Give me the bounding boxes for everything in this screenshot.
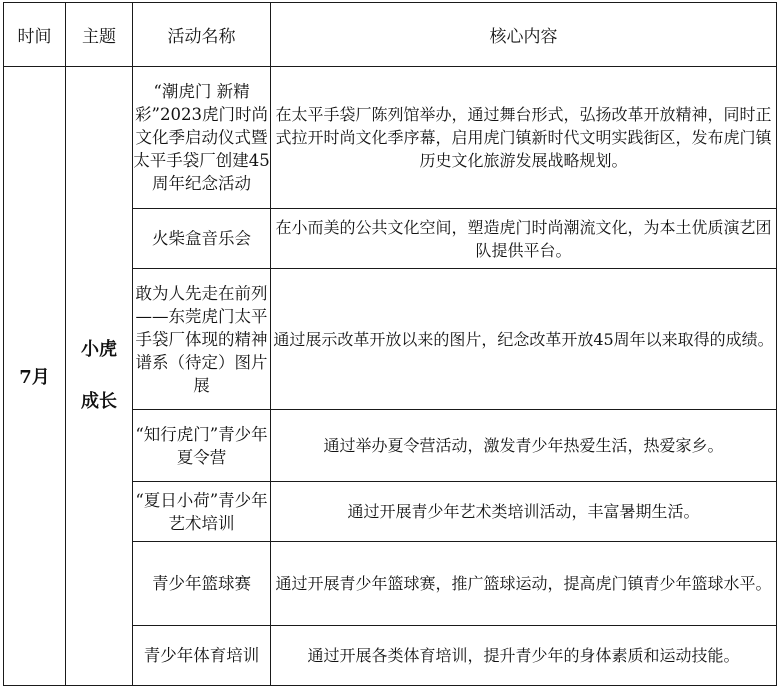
header-core-content: 核心内容	[271, 3, 777, 67]
header-activity-name: 活动名称	[133, 3, 271, 67]
core-content-cell: 通过举办夏令营活动，激发青少年热爱生活，热爱家乡。	[271, 410, 777, 482]
activity-name-cell: “知行虎门”青少年夏令营	[133, 410, 271, 482]
core-content-cell: 在太平手袋厂陈列馆举办，通过舞台形式，弘扬改革开放精神，同时正式拉开时尚文化季序幕，启用虎门镇新时代文明实践街区，发布虎门镇历史文化旅游发展战略规划。	[271, 67, 777, 209]
table-header-row	[4, 3, 777, 67]
header-time: 时间	[4, 3, 66, 67]
core-content-cell: 通过开展青少年篮球赛，推广篮球运动，提高虎门镇青少年篮球水平。	[271, 542, 777, 626]
activity-name-cell: “夏日小荷”青少年艺术培训	[133, 482, 271, 542]
table-row	[4, 67, 777, 209]
activity-name-cell: 敢为人先走在前列——东莞虎门太平手袋厂体现的精神谱系（待定）图片展	[133, 269, 271, 410]
header-theme: 主题	[66, 3, 133, 67]
theme-cell	[66, 67, 133, 686]
month-cell: 7月	[4, 67, 66, 686]
core-content-cell: 在小而美的公共文化空间，塑造虎门时尚潮流文化，为本土优质演艺团队提供平台。	[271, 209, 777, 269]
core-content-cell: 通过开展各类体育培训，提升青少年的身体素质和运动技能。	[271, 626, 777, 686]
core-content-cell: 通过展示改革开放以来的图片，纪念改革开放45周年以来取得的成绩。	[271, 269, 777, 410]
activity-name-cell: 青少年篮球赛	[133, 542, 271, 626]
theme-line: 成长	[81, 391, 117, 412]
activity-name-cell: 火柴盒音乐会	[133, 209, 271, 269]
activity-name-cell: 青少年体育培训	[133, 626, 271, 686]
activity-name-cell: “潮虎门 新精彩”2023虎门时尚文化季启动仪式暨太平手袋厂创建45周年纪念活动	[133, 67, 271, 209]
theme-line: 小虎	[81, 339, 117, 360]
core-content-cell: 通过开展青少年艺术类培训活动，丰富暑期生活。	[271, 482, 777, 542]
activity-schedule-table	[3, 2, 777, 686]
